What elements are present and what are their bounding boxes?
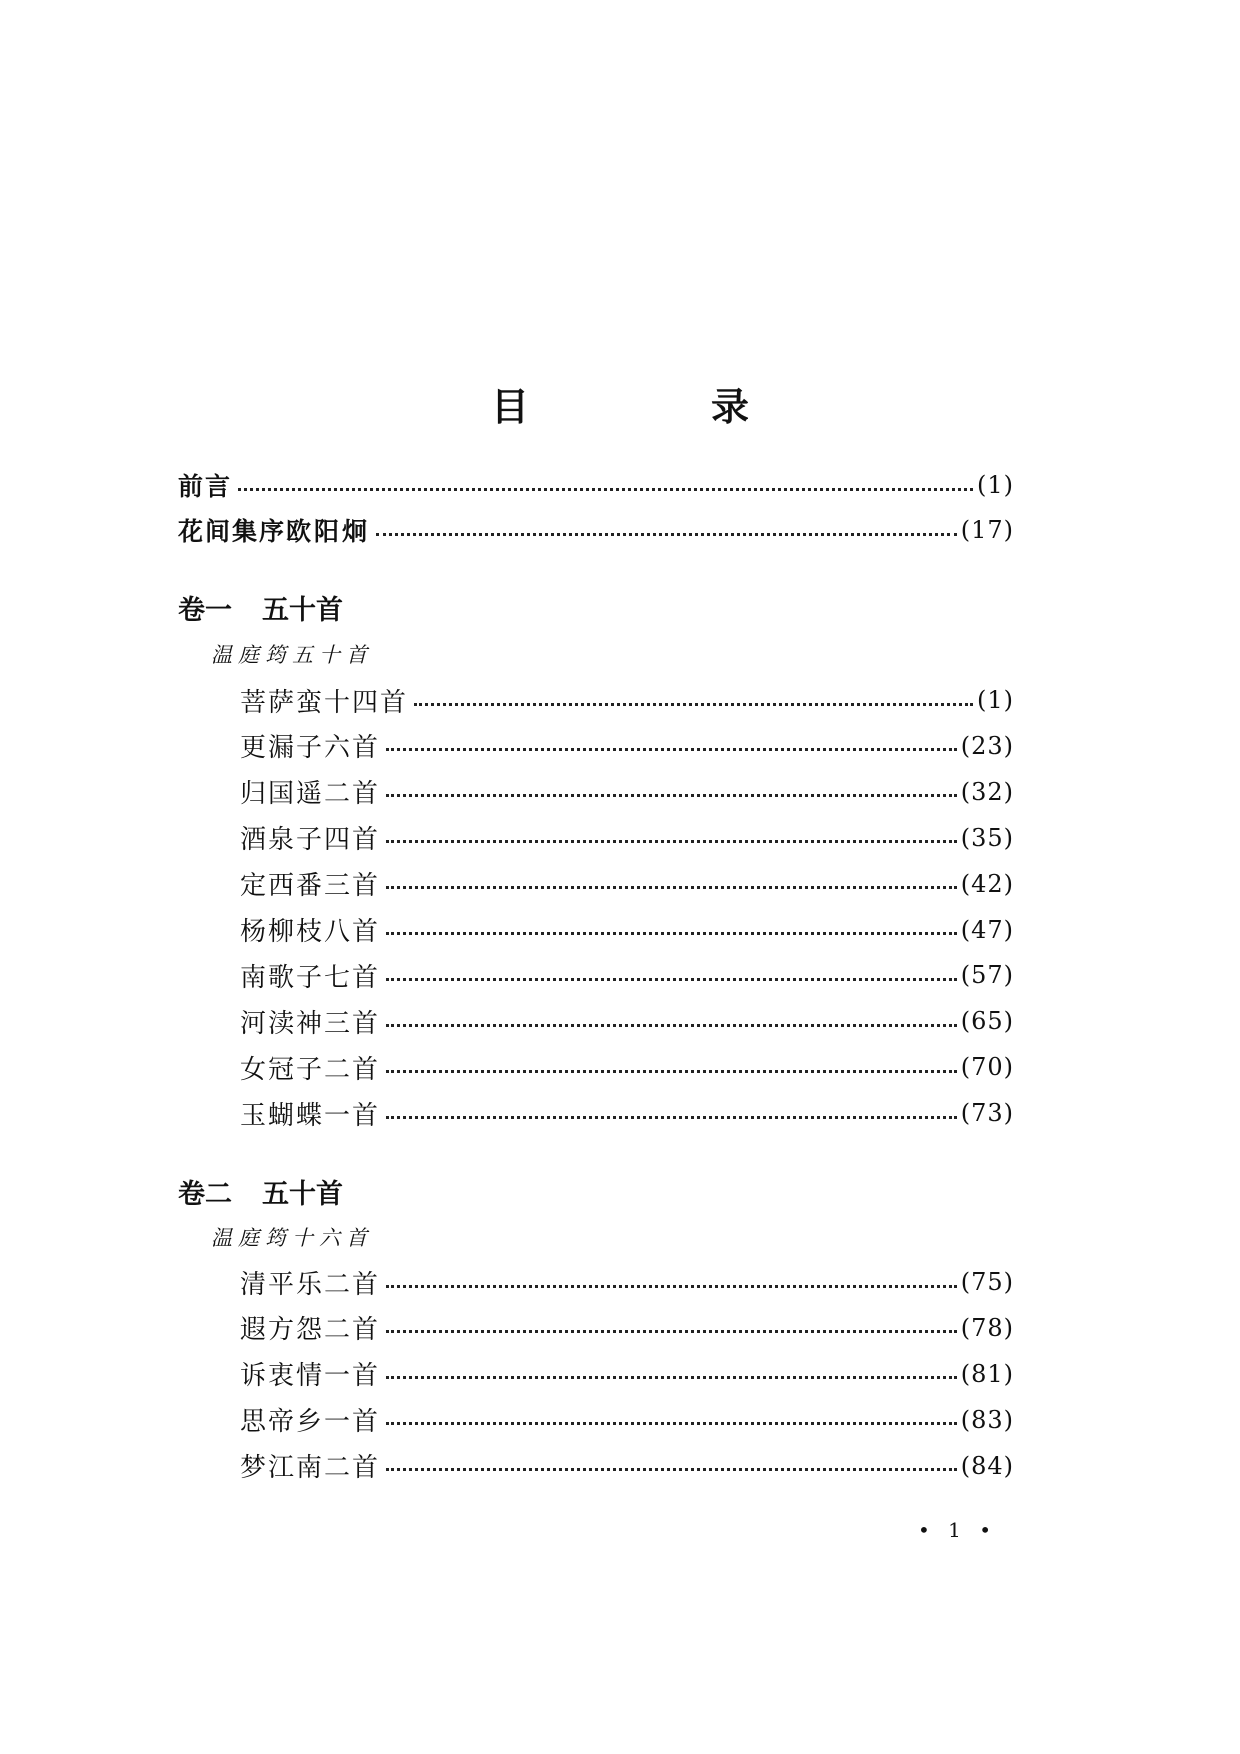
entry-page: (73) [960,1099,1014,1128]
volume-name: 卷二 [178,1179,232,1210]
entry-label: 菩萨蛮十四首 [240,687,409,718]
dot-leader [386,748,957,751]
entry-page: (70) [960,1053,1014,1082]
dot-leader [386,794,957,797]
entry-page: (65) [960,1007,1014,1036]
entry-label: 归国遥二首 [240,779,381,810]
toc-entry-preface-collection[interactable] [178,512,1014,548]
toc-entry[interactable] [240,1356,1014,1392]
toc-entry[interactable] [240,1310,1014,1346]
dot-leader [386,886,957,889]
page-number: • 1 • [918,1518,998,1542]
toc-entry[interactable] [240,682,1014,718]
dot-leader [386,1376,957,1379]
dot-leader [386,1070,957,1073]
entry-page: (42) [960,869,1014,898]
toc-entry[interactable] [240,1402,1014,1438]
entry-page: (35) [960,823,1014,852]
dot-leader [386,1116,957,1119]
dot-leader [414,703,973,706]
entry-label: 遐方怨二首 [240,1315,381,1346]
volume-heading [178,588,373,627]
entry-label: 女冠子二首 [240,1054,381,1085]
toc-entry[interactable] [240,1448,1014,1484]
dot-leader [386,1422,957,1425]
volume-count: 五十首 [262,595,343,626]
entry-page: (83) [960,1405,1014,1434]
entry-page: (23) [960,731,1014,760]
toc-entry[interactable] [240,1264,1014,1300]
entry-label: 诉衷情一首 [240,1361,381,1392]
entry-page: (57) [960,961,1014,990]
dot-leader [376,533,957,536]
volume-count: 五十首 [262,1179,343,1210]
page-title: 目 录 [490,385,821,429]
dot-leader [238,488,973,491]
entry-page: (78) [960,1313,1014,1342]
toc-entry[interactable] [240,957,1014,993]
dot-leader [386,1024,957,1027]
toc-entry[interactable] [240,912,1014,948]
entry-author: 欧阳炯 [286,517,371,546]
entry-page: (81) [960,1359,1014,1388]
toc-entry[interactable] [240,774,1014,810]
entry-label: 更漏子六首 [240,733,381,764]
toc-entry[interactable] [240,866,1014,902]
entry-label: 梦江南二首 [240,1453,381,1484]
entry-page: (1) [977,471,1014,499]
volume-name: 卷一 [178,595,232,626]
toc-entry[interactable] [240,820,1014,856]
entry-label: 清平乐二首 [240,1269,381,1300]
entry-label: 河渎神三首 [240,1008,381,1039]
dot-leader [386,1330,957,1333]
toc-entry[interactable] [240,1003,1014,1039]
entry-page: (84) [960,1451,1014,1480]
toc-entry-preface[interactable] [178,467,1014,503]
entry-page: (17) [960,516,1014,544]
entry-label: 酒泉子四首 [240,825,381,856]
entry-label: 杨柳枝八首 [240,917,381,947]
entry-page: (47) [960,915,1014,944]
entry-page: (32) [960,777,1014,806]
volume-heading [178,1172,373,1211]
entry-label: 玉蝴蝶一首 [240,1100,381,1131]
entry-page: (1) [977,686,1014,714]
author-heading: 温庭筠五十首 [211,643,373,667]
toc-entry[interactable] [240,728,1014,764]
dot-leader [386,978,957,981]
dot-leader [386,840,957,843]
entry-label: 南歌子七首 [240,962,381,993]
entry-page: (75) [960,1268,1014,1296]
entry-label: 前言 [178,472,233,501]
toc-entry[interactable] [240,1095,1014,1131]
author-heading: 温庭筠十六首 [211,1226,373,1250]
entry-label: 定西番三首 [240,871,381,902]
dot-leader [386,1285,957,1288]
dot-leader [386,932,957,935]
dot-leader [386,1468,957,1471]
entry-label: 花间集序 [178,517,287,546]
toc-entry[interactable] [240,1049,1014,1085]
entry-label: 思帝乡一首 [240,1407,381,1438]
